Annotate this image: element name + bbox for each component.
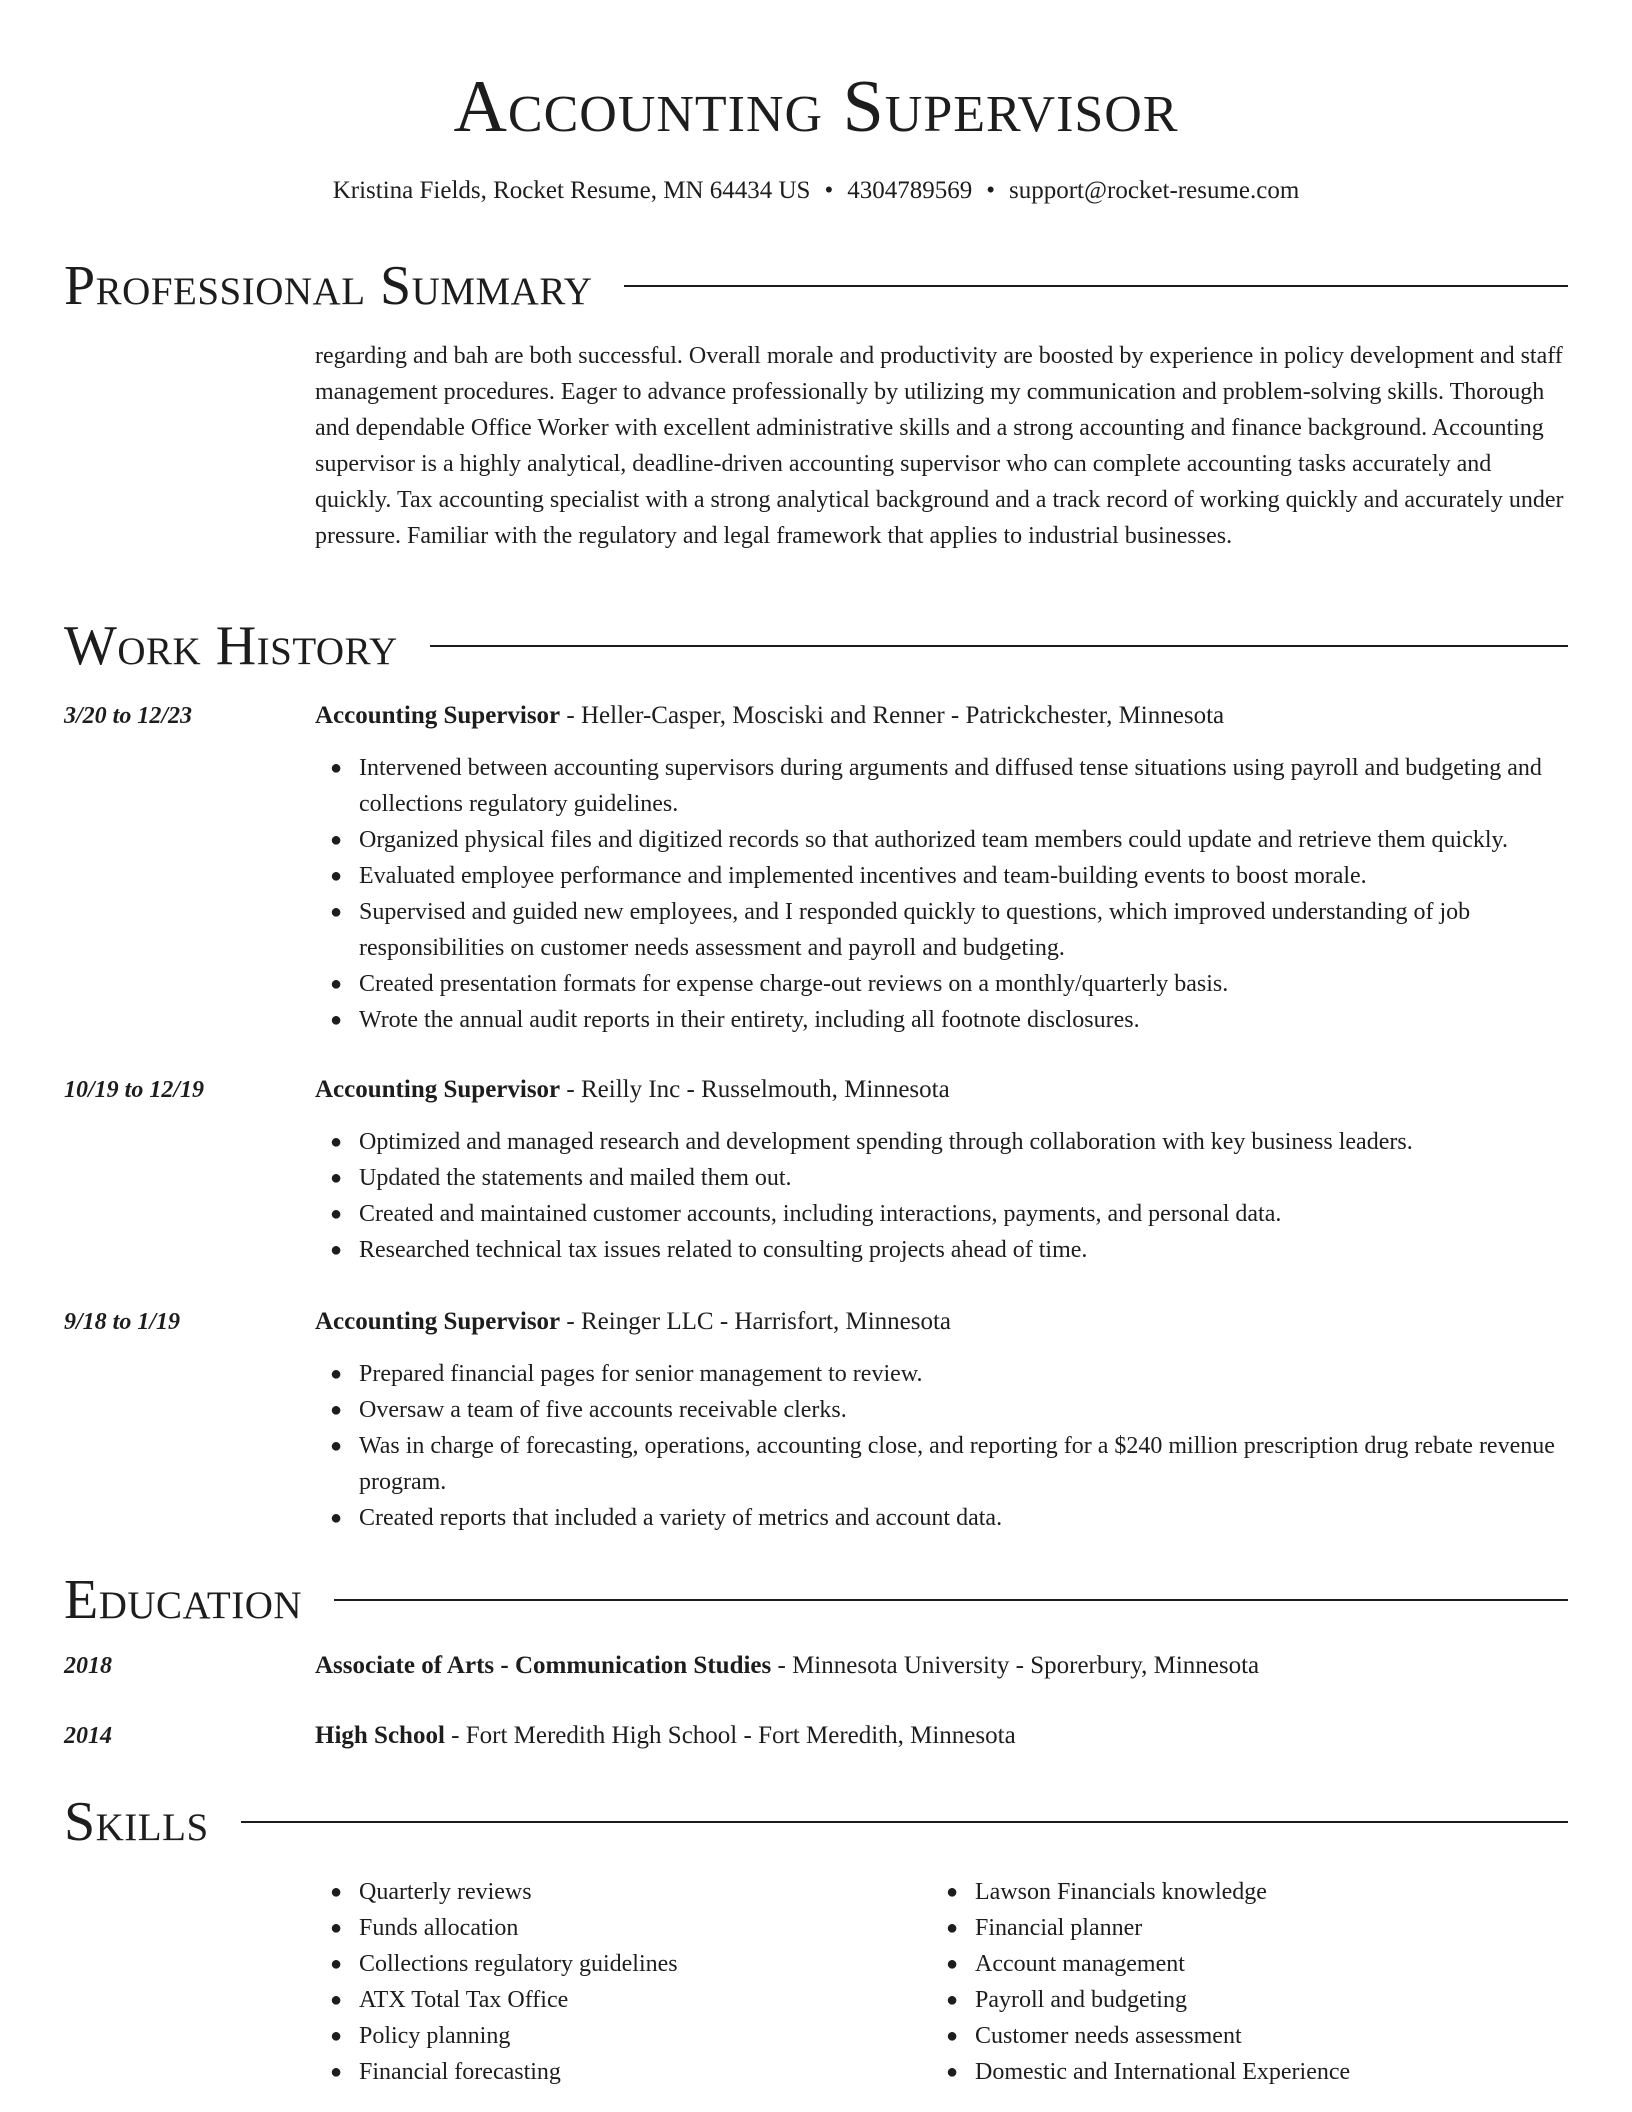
job-bullet-text: Oversaw a team of five accounts receivable clerks. — [359, 1397, 847, 1423]
education-heading — [315, 1718, 1570, 1754]
skills-column-right — [946, 1874, 1351, 2090]
job-bullet-text: Prepared financial pages for senior management to review. — [359, 1361, 923, 1387]
job-bullet — [330, 822, 1570, 858]
bullet-icon: ● — [330, 1167, 343, 1189]
skill-text: Quarterly reviews — [359, 1879, 532, 1905]
education-degree: Associate of Arts - Communication Studies — [315, 1652, 772, 1679]
job-dates: 9/18 to 1/19 — [64, 1309, 181, 1335]
bullet-icon: ● — [330, 1009, 343, 1031]
education-heading — [315, 1648, 1570, 1684]
summary-text: regarding and bah are both successful. Overall morale and productivity are boosted by experience in policy development and staff management procedures. Eager to advance professionally by utilizing my communication and problem-solving skills. Thorough and dependable Office Worker with excellent administrative skills and a strong accounting and finance background. Accounting supervisor is a highly analytical, deadline-driven accounting supervisor who can complete accounting tasks accurately and quickly. Tax accounting specialist with a strong analytical background and a track record of working quickly and accurately under pressure. Familiar with the regulatory and legal framework that applies to industrial businesses. — [315, 343, 1564, 549]
bullet-icon: ● — [330, 1435, 343, 1457]
job-bullet-text: Created presentation formats for expense charge-out reviews on a monthly/quarterly basis. — [359, 971, 1229, 997]
bullet-icon: ● — [946, 2025, 959, 2047]
job-entry — [64, 1304, 1570, 1536]
job-bullet — [330, 894, 1570, 966]
skill-item — [946, 2018, 1350, 2054]
section-divider — [241, 1821, 1568, 1823]
job-bullet — [330, 1124, 1570, 1160]
bullet-icon: ● — [330, 973, 343, 995]
skill-item — [330, 2054, 678, 2090]
contact-email: support@rocket-resume.com — [1009, 177, 1300, 204]
bullet-icon: ● — [330, 1917, 343, 1939]
job-bullet — [330, 1160, 1570, 1196]
bullet-icon: ● — [330, 2025, 343, 2047]
bullet-icon: ● — [330, 1399, 343, 1421]
skill-item — [946, 1946, 1350, 1982]
skill-item — [330, 1946, 678, 1982]
job-bullets — [64, 1124, 1570, 1268]
contact-separator: • — [824, 177, 834, 204]
job-bullet-text: Was in charge of forecasting, operations, accounting close, and reporting for a $240 million prescription drug rebate revenue program. — [359, 1433, 1555, 1495]
job-bullet — [330, 1232, 1570, 1268]
job-heading — [315, 1072, 1570, 1108]
education-year: 2014 — [64, 1723, 112, 1749]
bullet-icon: ● — [946, 1881, 959, 1903]
bullet-icon: ● — [946, 1953, 959, 1975]
education-details: - Fort Meredith High School - Fort Meredith, Minnesota — [451, 1722, 1016, 1749]
skill-text: Funds allocation — [359, 1915, 519, 1941]
job-bullet — [330, 858, 1570, 894]
skill-text: Financial forecasting — [359, 2059, 561, 2085]
job-details: - Reilly Inc - Russelmouth, Minnesota — [566, 1076, 950, 1103]
skill-item — [330, 1982, 678, 2018]
bullet-icon: ● — [330, 1953, 343, 1975]
work-section-header — [64, 614, 1568, 678]
skill-item — [946, 1874, 1350, 1910]
skill-text: Customer needs assessment — [975, 2023, 1242, 2049]
bullet-icon: ● — [330, 901, 343, 923]
skill-text: Financial planner — [975, 1915, 1143, 1941]
bullet-icon: ● — [330, 1507, 343, 1529]
bullet-icon: ● — [330, 1131, 343, 1153]
job-bullet-text: Created reports that included a variety of metrics and account data. — [359, 1505, 1003, 1531]
bullet-icon: ● — [330, 1989, 343, 2011]
bullet-icon: ● — [330, 1203, 343, 1225]
education-degree: High School — [315, 1722, 445, 1749]
job-entry — [64, 698, 1570, 1038]
section-heading: Skills — [64, 1791, 209, 1853]
section-divider — [624, 285, 1568, 287]
skill-item — [330, 1910, 678, 1946]
skill-item — [330, 1874, 678, 1910]
education-entry — [64, 1648, 1570, 1684]
job-bullet — [330, 1002, 1570, 1038]
section-heading: Professional Summary — [64, 255, 593, 317]
section-divider — [334, 1599, 1568, 1601]
job-bullet — [330, 1196, 1570, 1232]
job-bullet-text: Intervened between accounting supervisors during arguments and diffused tense situations using payroll and budgeting and collections regulatory guidelines. — [359, 755, 1542, 817]
job-details: - Heller-Casper, Mosciski and Renner - Patrickchester, Minnesota — [566, 702, 1225, 729]
contact-separator: • — [986, 177, 995, 204]
bullet-icon: ● — [330, 2061, 343, 2083]
skill-text: Payroll and budgeting — [975, 1987, 1187, 2013]
skill-text: ATX Total Tax Office — [359, 1987, 569, 2013]
bullet-icon: ● — [330, 829, 343, 851]
education-year: 2018 — [64, 1653, 112, 1679]
contact-line — [0, 174, 1632, 208]
education-section-header — [64, 1568, 1568, 1632]
job-details: - Reinger LLC - Harrisfort, Minnesota — [566, 1308, 952, 1335]
section-heading: Work History — [64, 615, 398, 677]
bullet-icon: ● — [946, 2061, 959, 2083]
section-heading: Education — [64, 1569, 303, 1631]
job-bullet-text: Evaluated employee performance and implemented incentives and team-building events to boost morale. — [359, 863, 1367, 889]
job-bullets — [64, 1356, 1570, 1536]
bullet-icon: ● — [330, 865, 343, 887]
skill-text: Account management — [975, 1951, 1185, 1977]
job-bullet — [330, 1392, 1570, 1428]
skill-item — [330, 2018, 678, 2054]
bullet-icon: ● — [330, 1881, 343, 1903]
job-dates: 10/19 to 12/19 — [64, 1077, 205, 1103]
skill-text: Policy planning — [359, 2023, 511, 2049]
job-bullet — [330, 1356, 1570, 1392]
job-bullet-text: Researched technical tax issues related to consulting projects ahead of time. — [359, 1237, 1088, 1263]
job-bullet-text: Optimized and managed research and development spending through collaboration with key business leaders. — [359, 1129, 1413, 1155]
job-bullet-text: Wrote the annual audit reports in their entirety, including all footnote disclosures. — [359, 1007, 1140, 1033]
job-bullet — [330, 1428, 1570, 1500]
job-heading — [315, 1304, 1570, 1340]
job-bullet-text: Organized physical files and digitized records so that authorized team members could update and retrieve them quickly. — [359, 827, 1508, 853]
job-title: Accounting Supervisor — [315, 702, 561, 729]
job-heading — [315, 698, 1570, 734]
job-bullet — [330, 1500, 1570, 1536]
education-details: - Minnesota University - Sporerbury, Minnesota — [777, 1652, 1260, 1679]
job-entry — [64, 1072, 1570, 1268]
bullet-icon: ● — [946, 1917, 959, 1939]
job-title: Accounting Supervisor — [315, 1076, 561, 1103]
bullet-icon: ● — [330, 1363, 343, 1385]
skill-text: Lawson Financials knowledge — [975, 1879, 1267, 1905]
summary-section-header — [64, 254, 1568, 318]
contact-phone: 4304789569 — [847, 177, 973, 204]
job-bullet-text: Updated the statements and mailed them out. — [359, 1165, 792, 1191]
job-bullet — [330, 750, 1570, 822]
bullet-icon: ● — [330, 1239, 343, 1261]
resume-title: Accounting Supervisor — [453, 66, 1179, 148]
education-entry — [64, 1718, 1570, 1754]
section-divider — [430, 645, 1568, 647]
skill-text: Domestic and International Experience — [975, 2059, 1351, 2085]
bullet-icon: ● — [330, 757, 343, 779]
bullet-icon: ● — [946, 1989, 959, 2011]
contact-address: Kristina Fields, Rocket Resume, MN 64434 US — [332, 177, 811, 204]
job-bullet-text: Supervised and guided new employees, and I responded quickly to questions, which improved understanding of job responsibilities on customer needs assessment and payroll and budgeting. — [359, 899, 1471, 961]
skills-column-left — [330, 1874, 678, 2090]
skill-text: Collections regulatory guidelines — [359, 1951, 678, 1977]
skill-item — [946, 2054, 1351, 2090]
skill-item — [946, 1910, 1350, 1946]
skill-item — [946, 1982, 1350, 2018]
job-title: Accounting Supervisor — [315, 1308, 561, 1335]
job-bullet — [330, 966, 1570, 1002]
job-bullets — [64, 750, 1570, 1038]
skills-section-header — [64, 1790, 1568, 1854]
job-bullet-text: Created and maintained customer accounts, including interactions, payments, and personal data. — [359, 1201, 1282, 1227]
job-dates: 3/20 to 12/23 — [64, 703, 193, 729]
